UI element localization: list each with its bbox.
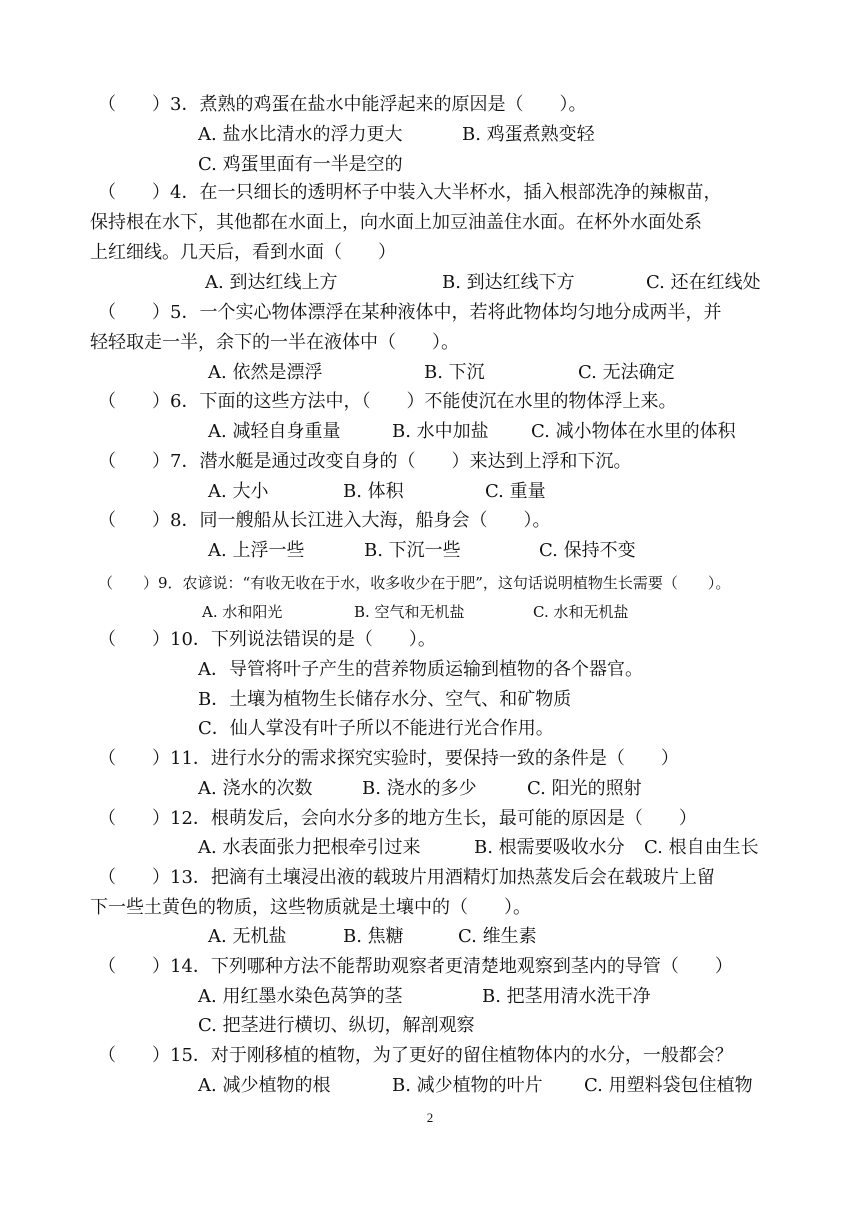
- question-9-option-a: A. 水和阳光: [202, 603, 283, 621]
- question-6-stem: （ ）6．下面的这些方法中，（ ）不能使沉在水里的物体浮上来。: [98, 391, 677, 412]
- question-13-stem: （ ）13．把滴有土壤浸出液的载玻片用酒精灯加热蒸发后会在载玻片上留: [98, 867, 715, 888]
- question-3-option-a: A. 盐水比清水的浮力更大: [198, 124, 403, 145]
- question-4-stem-line-3: 上红细线。几天后，看到水面（ ）: [90, 242, 396, 263]
- question-14-option-a: A. 用红墨水染色莴笋的茎: [198, 986, 403, 1007]
- question-14-option-c: C. 把茎进行横切、纵切，解剖观察: [198, 1015, 475, 1036]
- question-11-option-a: A. 浇水的次数: [198, 778, 313, 799]
- question-11-option-b: B. 浇水的多少: [362, 778, 477, 799]
- question-15-option-a: A. 减少植物的根: [198, 1075, 331, 1096]
- question-6-option-c: C. 减小物体在水里的体积: [531, 421, 736, 442]
- question-13-option-b: B. 焦糖: [343, 926, 404, 947]
- question-5-option-c: C. 无法确定: [578, 362, 675, 383]
- question-7-option-c: C. 重量: [485, 481, 546, 502]
- page-number: 2: [426, 1110, 434, 1125]
- question-4-stem-line-2: 保持根在水下，其他都在水面上，向水面上加豆油盖住水面。在杯外水面处系: [90, 212, 702, 233]
- question-10-stem: （ ）10．下列说法错误的是（ ）。: [98, 629, 436, 650]
- question-5-stem-line-2: 轻轻取走一半，余下的一半在液体中（ ）。: [90, 332, 459, 353]
- question-8-stem: （ ）8．同一艘船从长江进入大海，船身会（ ）。: [98, 510, 551, 531]
- question-6-option-a: A. 减轻自身重量: [208, 421, 341, 442]
- question-4-option-a: A. 到达红线上方: [205, 272, 338, 293]
- question-15-option-b: B. 减少植物的叶片: [392, 1075, 543, 1096]
- question-5-option-a: A. 依然是漂浮: [208, 362, 323, 383]
- question-12-option-a: A. 水表面张力把根牵引过来: [198, 837, 421, 858]
- question-8-option-c: C. 保持不变: [539, 540, 636, 561]
- question-7-stem: （ ）7．潜水艇是通过改变自身的（ ）来达到上浮和下沉。: [98, 451, 632, 472]
- question-10-option-b: B．土壤为植物生长储存水分、空气、和矿物质: [198, 689, 572, 710]
- question-8-option-b: B. 下沉一些: [364, 540, 461, 561]
- question-3-stem: （ ）3．煮熟的鸡蛋在盐水中能浮起来的原因是（ ）。: [98, 94, 587, 115]
- question-8-option-a: A. 上浮一些: [208, 540, 305, 561]
- question-6-option-b: B. 水中加盐: [392, 421, 489, 442]
- question-4-option-c: C. 还在红线处: [646, 272, 761, 293]
- question-13-option-a: A. 无机盐: [208, 926, 287, 947]
- question-14-stem: （ ）14．下列哪种方法不能帮助观察者更清楚地观察到茎内的导管（ ）: [98, 956, 733, 977]
- question-13-stem-line-2: 下一些土黄色的物质，这些物质就是土壤中的（ ）。: [90, 897, 531, 918]
- question-9-stem: （ ）9．农谚说：“有收无收在于水，收多收少在于肥”，这句话说明植物生长需要（ ）。: [98, 574, 731, 592]
- question-3-option-b: B. 鸡蛋煮熟变轻: [462, 124, 595, 145]
- question-12-option-c: C. 根自由生长: [644, 837, 759, 858]
- question-14-option-b: B. 把茎用清水洗干净: [482, 986, 651, 1007]
- question-12-option-b: B. 根需要吸收水分: [474, 837, 625, 858]
- question-7-option-b: B. 体积: [343, 481, 404, 502]
- question-7-option-a: A. 大小: [208, 481, 269, 502]
- question-10-option-c: C．仙人掌没有叶子所以不能进行光合作用。: [198, 718, 554, 739]
- question-10-option-a: A．导管将叶子产生的营养物质运输到植物的各个器官。: [198, 659, 643, 680]
- question-13-option-c: C. 维生素: [458, 926, 537, 947]
- question-12-stem: （ ）12．根萌发后，会向水分多的地方生长，最可能的原因是（ ）: [98, 808, 697, 829]
- question-11-option-c: C. 阳光的照射: [527, 778, 642, 799]
- question-4-option-b: B. 到达红线下方: [442, 272, 575, 293]
- question-5-option-b: B. 下沉: [424, 362, 485, 383]
- question-3-option-c: C. 鸡蛋里面有一半是空的: [198, 154, 403, 175]
- question-4-stem: （ ）4．在一只细长的透明杯子中装入大半杯水，插入根部洗净的辣椒苗，: [98, 182, 722, 203]
- question-15-option-c: C. 用塑料袋包住植物: [584, 1075, 753, 1096]
- question-11-stem: （ ）11．进行水分的需求探究实验时，要保持一致的条件是（ ）: [98, 748, 679, 769]
- question-9-option-b: B. 空气和无机盐: [354, 603, 465, 621]
- question-15-stem: （ ）15．对于刚移植的植物，为了更好的留住植物体内的水分，一般都会？: [98, 1045, 733, 1066]
- question-9-option-c: C. 水和无机盐: [533, 603, 629, 621]
- question-5-stem: （ ）5．一个实心物体漂浮在某种液体中，若将此物体均匀地分成两半，并: [98, 302, 722, 323]
